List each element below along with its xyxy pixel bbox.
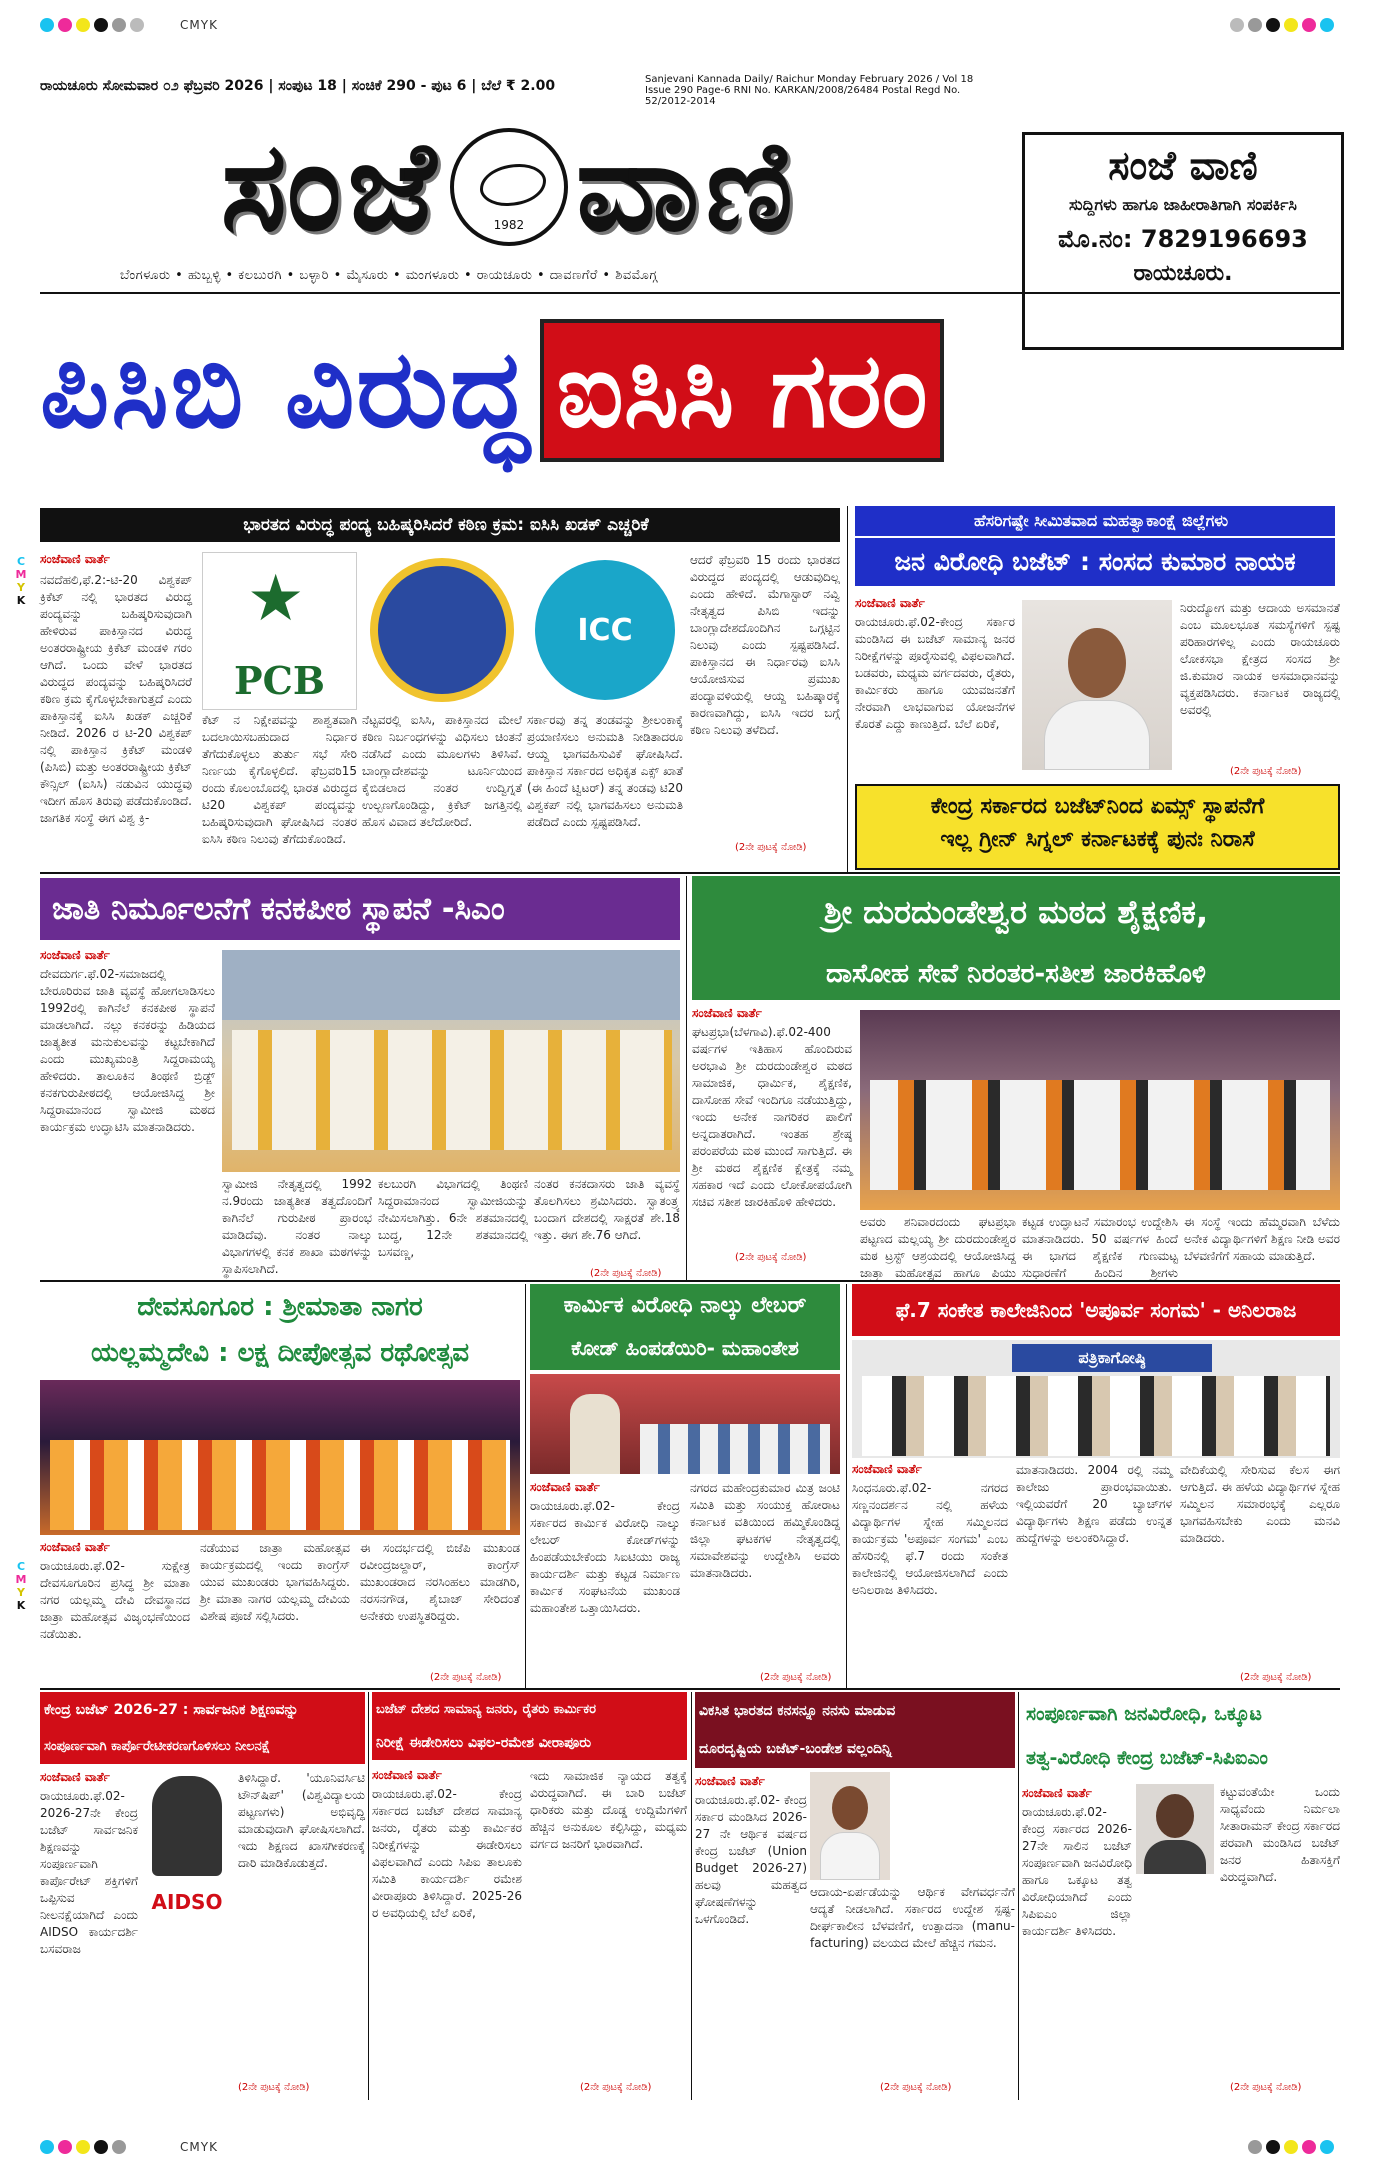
story10-title1: ವಿಕಸಿತ ಭಾರತದ ಕನಸನ್ನೂ ನನಸು ಮಾಡುವ <box>695 1692 1015 1730</box>
pcb-logo <box>202 552 357 710</box>
story1-col3: ನೆಟ್ಟವರಲ್ಲಿ ಐಸಿಸಿ, ಪಾಕಿಸ್ತಾನದ ಮೇಲೆ ಕಠಿಣ ನಿರ್ಬಂಧಗಳನ್ನು ವಿಧಿಸಲು ಚಿಂತನೆ ನಡೆಸಿದೆ ಎಂದು ಮೂಲಗಳು ತಿಳಿಸಿವೆ. ಬಾಂಗ್ಲಾದೇಶವನ್ನು ಟೂರ್ನಿಯಿಂದ ಕೈಬಿಡಲಾದ ನಂತರ ಉದ್ವಿಗ್ನತೆ ಉಲ್ಬಣಗೊಂಡಿದ್ದು, ಕ್ರಿಕೆಟ್ ಜಗತ್ತಿನಲ್ಲಿ ಹೊಸ ವಿವಾದ ತಲೆದೋರಿದೆ. <box>362 713 522 829</box>
side-m: M <box>15 568 27 581</box>
logo-year: 1982 <box>493 218 525 232</box>
star-icon: ★ <box>247 562 305 636</box>
story3-col4: ನಂತರ ಕನಕದಾಸರು ಜಾತಿ ವ್ಯವಸ್ಥೆ ತೊಲಗಿಸಲು ಶ್ರಮಿಸಿದರು. ಸ್ವಾತಂತ್ರ್ಯ ಬಂದಾಗ ದೇಶದಲ್ಲಿ ಸಾಕ್ಷರತೆ ಶೇ.18 ಇತ್ತು. ಈಗ ಶೇ.76 ಆಗಿದೆ. <box>534 1177 680 1242</box>
fist-icon <box>152 1776 222 1876</box>
press-people <box>862 1376 1330 1456</box>
registration-line: Sanjevani Kannada Daily/ Raichur Monday February 2026 / Vol 18 Issue 290 Page-6 RNI No. KARKAN/2008/26484 Postal Regd No. 52/2012-2014 <box>645 74 974 107</box>
speaker <box>570 1394 620 1474</box>
masthead-name-left: ಸಂಜೆ <box>220 114 442 259</box>
portrait-body <box>820 1832 880 1880</box>
reg-dot-gray <box>1248 2140 1262 2154</box>
story5-col2: ನಡೆಯುವ ಜಾತ್ರಾ ಮಹೋತ್ಸವ ಕಾರ್ಯಕ್ರಮದಲ್ಲಿ ಇಂದು ಕಾಂಗ್ರೆಸ್ ಯುವ ಮುಖಂಡರು ಭಾಗವಹಿಸಿದ್ದರು. ಶ್ರೀ ಮಾತಾ ನಾಗರ ಯಲ್ಲಮ್ಮ ದೇವಿಯ ವಿಶೇಷ ಪೂಜೆ ಸಲ್ಲಿಸಿದರು. <box>200 1541 350 1623</box>
reg-dot-magenta <box>1302 2140 1316 2154</box>
ad-phone: ಮೊ.ನಂ: 7829196693 <box>1058 225 1308 253</box>
story1-col2: ಕೆಟ್ ನ ನಿಕ್ಷೇಪವನ್ನು ಶಾಶ್ವತವಾಗಿ ಬದಲಾಯಿಸಬಹುದಾದ ನಿರ್ಧಾರ ತೆಗೆದುಕೊಳ್ಳಲು ತುರ್ತು ಸಭೆ ಸೇರಿ ನಿರ್ಣಯ ಕೈಗೊಳ್ಳಲಿದೆ. ಫೆಬ್ರವರಿ15 ರಂದು ಕೊಲಂಬೊದಲ್ಲಿ ಭಾರತ ವಿರುದ್ಧದ ಟಿ20 ವಿಶ್ವಕಪ್ ಪಂದ್ಯವನ್ನು ಬಹಿಷ್ಕರಿಸುವುದಾಗಿ ಘೋಷಿಸಿದ ನಂತರ ಐಸಿಸಿ ಕಠಿಣ ನಿಲುವು ತೆಗೆದುಕೊಂಡಿದೆ. <box>202 713 357 846</box>
story2-col2: ನಿರುದ್ಯೋಗ ಮತ್ತು ಆದಾಯ ಅಸಮಾನತೆ ಎಂಬ ಮೂಲಭೂತ ಸಮಸ್ಯೆಗಳಿಗೆ ಸ್ಪಷ್ಟ ಪರಿಹಾರಗಳಿಲ್ಲ ಎಂದು ರಾಯಚೂರು ಲೋಕಸಭಾ ಕ್ಷೇತ್ರದ ಸಂಸದ ಶ್ರೀ ಜಿ.ಕುಮಾರ ನಾಯಕ ಅಸಮಾಧಾನವನ್ನು ವ್ಯಕ್ತಪಡಿಸಿದರು. ಕರ್ನಾಟಕ ರಾಜ್ಯದಲ್ಲಿ ಅವರಲ್ಲಿ <box>1180 601 1340 717</box>
story11-title1: ಸಂಪೂರ್ಣವಾಗಿ ಜನವಿರೋಧಿ, ಒಕ್ಕೂಟ <box>1026 1703 1262 1725</box>
story2-col1: ರಾಯಚೂರು.ಫೆ.02-ಕೇಂದ್ರ ಸರ್ಕಾರ ಮಂಡಿಸಿದ ಈ ಬಜೆಟ್ ಸಾಮಾನ್ಯ ಜನರ ನಿರೀಕ್ಷೆಗಳನ್ನು ಪೂರೈಸುವಲ್ಲಿ ವಿಫಲವಾಗಿದೆ. ಬಡವರು, ಮಧ್ಯಮ ವರ್ಗದವರು, ರೈತರು, ಕಾರ್ಮಿಕರು ಹಾಗೂ ಯುವಜನತೆಗೆ ನೇರವಾಗಿ ಲಾಭವಾಗುವ ಯೋಜನೆಗಳ ಕೊರತೆ ಎದ್ದು ಕಾಣುತ್ತಿದೆ. ಬೆಲೆ ಏರಿಕೆ, <box>855 615 1015 731</box>
story4-col4: ಈ ಸಂಸ್ಥೆ ಇಂದು ಹೆಮ್ಮರವಾಗಿ ಬೆಳೆದು ಅನೇಕ ವಿದ್ಯಾರ್ಥಿಗಳಿಗೆ ಶಿಕ್ಷಣ ನೀಡಿ ಅವರ ಬೆಳವಣಿಗೆಗೆ ಸಹಾಯ ಮಾಡುತ್ತಿದೆ. <box>1184 1215 1340 1263</box>
story10-col1: ರಾಯಚೂರು.ಫೆ.02- ಕೇಂದ್ರ ಸರ್ಕಾರ ಮಂಡಿಸಿದ 2026-27 ನೇ ಆರ್ಥಿಕ ವರ್ಷದ ಕೇಂದ್ರ ಬಜೆಟ್ (Union Budget 2026-27) ಹಲವು ಮಹತ್ವದ ಘೋಷಣೆಗಳನ್ನು ಒಳಗೊಂಡಿದೆ. <box>695 1793 807 1926</box>
stage-crowd <box>50 1440 510 1530</box>
story9-byline: ಸಂಜೆವಾಣಿ ವಾರ್ತೆ <box>372 1768 442 1782</box>
story5-byline: ಸಂಜೆವಾಣಿ ವಾರ್ತೆ <box>40 1540 110 1554</box>
story3-col1: ದೇವದುರ್ಗ.ಫೆ.02-ಸಮಾಜದಲ್ಲಿ ಬೇರೂರಿರುವ ಜಾತಿ ವ್ಯವಸ್ಥೆ ಹೋಗಲಾಡಿಸಲು 1992ರಲ್ಲಿ ಕಾಗಿನೆಲೆ ಕನಕಪೀಠ ಸ್ಥಾಪನೆ ಮಾಡಲಾಗಿದೆ. ನಲ್ಲು ಕನಕರನ್ನು ಹಿಡಿಯದ ಜಾತ್ಯತೀತ ಮನುಕುಲವನ್ನು ಕಟ್ಟಬೇಕಾಗಿದೆ ಎಂದು ಮುಖ್ಯಮಂತ್ರಿ ಸಿದ್ದರಾಮಯ್ಯ ಹೇಳಿದರು. ತಾಲೂಕಿನ ತಿಂಥಣಿ ಬ್ರಿಡ್ಜ್ ಕನಕಗುರುಪೀಠದಲ್ಲಿ ಆಯೋಜಿಸಿದ್ದ ಶ್ರೀ ಸಿದ್ದರಾಮಾನಂದ ಸ್ವಾಮೀಜಿ ಮಠದ ಕಾರ್ಯಕ್ರಮ ಉದ್ಘಾಟಿಸಿ ಮಾತನಾಡಿದರು. <box>40 967 215 1134</box>
reg-dot-cyan <box>1320 2140 1334 2154</box>
divider <box>40 1280 1340 1282</box>
portrait-head <box>1156 1794 1194 1838</box>
reg-dot-black <box>1266 2140 1280 2154</box>
story5-title2: ಯಲ್ಲಮ್ಮದೇವಿ : ಲಕ್ಷ ದೀಪೋತ್ಸವ ರಥೋತ್ಸವ <box>90 1337 470 1368</box>
story2-portrait-photo <box>1022 600 1172 770</box>
pcb-logo-text: PCB <box>234 658 325 703</box>
icc-emblem-icon <box>535 560 675 700</box>
masthead-name-right: ವಾಣಿ <box>575 114 800 259</box>
registration-bar-top <box>0 8 1378 32</box>
reg-dot-cyan <box>1320 18 1334 32</box>
reg-dot-gray <box>130 18 144 32</box>
newspaper-masthead <box>70 112 950 262</box>
story2-kicker-bar <box>855 506 1335 536</box>
reg-dot-yellow <box>76 18 90 32</box>
reg-dot-cyan <box>40 2140 54 2154</box>
reg-dot-black <box>1266 18 1280 32</box>
reg-dot-magenta <box>1302 18 1316 32</box>
story11-continued: (2ನೇ ಪುಟಕ್ಕೆ ನೋಡಿ) <box>1230 2082 1302 2093</box>
divider <box>40 872 1340 874</box>
story7-byline: ಸಂಜೆವಾಣಿ ವಾರ್ತೆ <box>852 1462 922 1476</box>
story2-continued: (2ನೇ ಪುಟಕ್ಕೆ ನೋಡಿ) <box>1230 766 1302 777</box>
story6-col2: ನಗರದ ಮಹೇಂದ್ರಕುಮಾರ ಮಿತ್ರ ಜಂಟಿ ಸಮಿತಿ ಮತ್ತು ಸಂಯುಕ್ತ ಹೋರಾಟ ಕರ್ನಾಟಕ ವತಿಯಿಂದ ಹಮ್ಮಿಕೊಂಡಿದ್ದ ಜಿಲ್ಲಾ ಘಟಕಗಳ ನೇತೃತ್ವದಲ್ಲಿ ಸಮಾವೇಶವನ್ನು ಉದ್ದೇಶಿಸಿ ಅವರು ಮಾತನಾಡಿದರು. <box>690 1481 840 1580</box>
cmyk-label: CMYK <box>180 2140 218 2154</box>
column-rule <box>686 876 687 1280</box>
headline-part2: ಐಸಿಸಿ ಗರಂ <box>540 319 943 462</box>
story7-press-photo <box>852 1340 1340 1458</box>
story6-meeting-photo <box>530 1374 840 1474</box>
story7-col3: ವೇದಿಕೆಯಲ್ಲಿ ಸೇರಿಸುವ ಕೆಲಸ ಈಗ ಆಗುತ್ತಿದೆ. ಈ ಹಳೆಯ ವಿದ್ಯಾರ್ಥಿಗಳ ಸ್ನೇಹ ಸಮ್ಮಿಲನ ಸಮಾರಂಭಕ್ಕೆ ಎಲ್ಲರೂ ಭಾಗವಹಿಸಬೇಕು ಎಂದು ಮನವಿ ಮಾಡಿದರು. <box>1180 1463 1340 1545</box>
story3-col2: ಸ್ವಾಮೀಜಿ ನೇತೃತ್ವದಲ್ಲಿ 1992 ನ.9ರಂದು ಜಾತ್ಯತೀತ ತತ್ವದೊಂದಿಗೆ ಕಾಗಿನೆಲೆ ಗುರುಪೀಠ ಪ್ರಾರಂಭ ಮಾಡಿದೆವು. ನಂತರ ನಾಲ್ಕು ವಿಭಾಗಗಳಲ್ಲಿ ಕನಕ ಶಾಖಾ ಮಠಗಳನ್ನು ಸ್ಥಾಪಿಸಲಾಗಿದೆ. <box>222 1177 372 1276</box>
story7-continued: (2ನೇ ಪುಟಕ್ಕೆ ನೋಡಿ) <box>1240 1672 1312 1683</box>
story8-col1: ರಾಯಚೂರು.ಫೆ.02- 2026-27ನೇ ಕೇಂದ್ರ ಬಜೆಟ್ ಸಾರ್ವಜನಿಕ ಶಿಕ್ಷಣವನ್ನು ಸಂಪೂರ್ಣವಾಗಿ ಕಾರ್ಪೊರೇಟ್ ಶಕ್ತಿಗಳಿಗೆ ಒಪ್ಪಿಸುವ ನೀಲನಕ್ಷೆಯಾಗಿದೆ ಎಂದು AIDSO ಕಾರ್ಯದರ್ಶಿ ಬಸವರಾಜ <box>40 1789 138 1956</box>
side-c: C <box>16 1560 26 1573</box>
column-rule <box>846 1284 847 1688</box>
story1-col5: ಆದರೆ ಫೆಬ್ರವರಿ 15 ರಂದು ಭಾರತದ ವಿರುದ್ಧದ ಪಂದ್ಯದಲ್ಲಿ ಆಡುವುದಿಲ್ಲ ಎಂದು ಹೇಳಿದೆ. ಮೆಗಾಸ್ಟಾರ್ ನವ್ವಿ ನೇತೃತ್ವದ ಪಿಸಿಬಿ ಇದನ್ನು ಬಾಂಗ್ಲಾದೇಶದೊಂದಿಗಿನ ಒಗ್ಗಟ್ಟಿನ ನಿಲುವು ಎಂದು ಸ್ಪಷ್ಟಪಡಿಸಿದೆ. ಪಾಕಿಸ್ತಾನದ ಈ ನಿರ್ಧಾರವು ಐಸಿಸಿ ಆಯೋಜಿಸುವ ಪ್ರಮುಖ ಪಂದ್ಯಾವಳಿಯಲ್ಲಿ ಆಯ್ದ ಬಹಿಷ್ಕಾರಕ್ಕೆ ಕಾರಣವಾಗಿದ್ದು, ಐಸಿಸಿ ಇದರ ಬಗ್ಗೆ ಕಠಿಣ ನಿಲುವು ತಳೆದಿದೆ. <box>690 553 840 737</box>
registration-bar-bottom <box>0 2130 1378 2154</box>
story7-title: ಫೆ.7 ಸಂಕೇತ ಕಾಲೇಜಿನಿಂದ 'ಅಪೂರ್ವ ಸಂಗಮ' - ಅನಿಲರಾಜ <box>852 1284 1340 1336</box>
story5-col1: ರಾಯಚೂರು.ಫೆ.02- ಸುಕ್ಷೇತ್ರ ದೇವಸೂಗೂರಿನ ಪ್ರಸಿದ್ಧ ಶ್ರೀ ಮಾತಾ ನಗರ ಯಲ್ಲಮ್ಮ ದೇವಿ ದೇವಸ್ಥಾನದ ಜಾತ್ರಾ ಮಹೋತ್ಸವ ವಿಜೃಂಭಣೆಯಿಂದ ನಡೆಯಿತು. <box>40 1559 190 1641</box>
story3-col3: ಕಲಬುರಗಿ ವಿಭಾಗದಲ್ಲಿ ತಿಂಥಣಿ ಸಿದ್ದರಾಮಾನಂದ ಸ್ವಾಮೀಜಿಯನ್ನು ನೇಮಿಸಲಾಗಿತ್ತು. 6ನೇ ಶತಮಾನದಲ್ಲಿ ಬುದ್ಧ, 12ನೇ ಶತಮಾನದಲ್ಲಿ ಬಸವಣ್ಣ, <box>378 1177 528 1259</box>
audience <box>640 1424 830 1474</box>
side-c: C <box>16 555 26 568</box>
story3-event-photo <box>222 950 680 1172</box>
ad-title: ಸಂಜೆ ವಾಣಿ <box>1108 143 1258 189</box>
portrait-head <box>832 1786 868 1830</box>
reg-dot-black <box>94 2140 108 2154</box>
aidso-logo <box>142 1770 232 1920</box>
story7-col1: ಸಿಂಧನೂರು.ಫೆ.02- ನಗರದ ಸಣ್ಣನಂದರ್ಶನ ನಲ್ಲಿ ಹಳೆಯ ವಿದ್ಯಾರ್ಥಿಗಳ ಸ್ನೇಹ ಸಮ್ಮಿಲನದ ಕಾರ್ಯಕ್ರಮ 'ಅಪೂರ್ವ ಸಂಗಮ' ಎಂಬ ಹೆಸರಿನಲ್ಲಿ ಫೆ.7 ರಂದು ಸಂಕೇತ ಕಾಲೇಜಿನಲ್ಲಿ ಆಯೋಜಿಸಲಾಗಿದೆ ಎಂದು ಅನಿಲರಾಜ ತಿಳಿಸಿದರು. <box>852 1481 1008 1597</box>
story10-col2: ಆದಾಯ-ಏರ್ಪಡೆಯನ್ನು ಆರ್ಥಿಕ ವೇಗವರ್ಧನೆಗೆ ಆದ್ಯತೆ ನೀಡಲಾಗಿದೆ. ಸರ್ಕಾರದ ಉದ್ದೇಶ ಸ್ಪಷ್ಟ-ದೀರ್ಘಕಾಲೀನ ಬೆಳವಣಿಗೆ, ಉತ್ಪಾದನಾ (manu-facturing) ವಲಯದ ಮೇಲೆ ಹೆಚ್ಚಿನ ಗಮನ. <box>810 1885 1015 1950</box>
story5-event-photo <box>40 1380 520 1535</box>
story8-title2: ಸಂಪೂರ್ಣವಾಗಿ ಕಾರ್ಪೊರೇಟೀಕರಣಗೊಳಿಸಲು ನೀಲನಕ್ಷೆ <box>40 1728 365 1764</box>
reg-dot-gray <box>1248 18 1262 32</box>
portrait-body <box>1044 700 1150 770</box>
story11-portrait-photo <box>1136 1784 1214 1874</box>
story8-title1: ಕೇಂದ್ರ ಬಜೆಟ್ 2026-27 : ಸಾರ್ವಜನಿಕ ಶಿಕ್ಷಣವನ್ನು <box>40 1692 365 1728</box>
story1-kicker: ಭಾರತದ ವಿರುದ್ಧ ಪಂದ್ಯ ಬಹಿಷ್ಕರಿಸಿದರೆ ಕಠಿಣ ಕ್ರಮ: ಐಸಿಸಿ ಖಡಕ್ ಎಚ್ಚರಿಕೆ <box>243 515 649 535</box>
side-k: K <box>16 1599 26 1612</box>
story4-col1: ಘಟಪ್ರಭಾ(ಬೆಳಗಾವಿ).ಫೆ.02-400 ವರ್ಷಗಳ ಇತಿಹಾಸ ಹೊಂದಿರುವ ಅರಭಾವಿ ಶ್ರೀ ದುರದುಂಡೇಶ್ವರ ಮಠದ ಸಾಮಾಜಿಕ, ಧಾರ್ಮಿಕ, ಶೈಕ್ಷಣಿಕ, ದಾಸೋಹ ಸೇವೆ ಇಂದಿಗೂ ನಡೆಯುತ್ತಿದ್ದು, ಇಂದು ಅನೇಕ ನಾಗರಿಕರ ಪಾಲಿಗೆ ಅನ್ನದಾತರಾಗಿದೆ. ಇಂತಹ ಶ್ರೇಷ್ಠ ಪರಂಪರೆಯ ಮಠ ಮುಂದೆ ಸಾಗುತ್ತಿದೆ. ಈ ಶ್ರೀ ಮಠದ ಶೈಕ್ಷಣಿಕ ಕ್ಷೇತ್ರಕ್ಕೆ ನಮ್ಮ ಸಹಕಾರ ಇದೆ ಎಂದು ಲೋಕೋಪಯೋಗಿ ಸಚಿವ ಸತೀಶ ಜಾರಕಿಹೊಳಿ ಹೇಳಿದರು. <box>692 1025 852 1209</box>
story1-byline: ಸಂಜೆವಾಣಿ ವಾರ್ತೆ <box>40 552 110 566</box>
story11-col1: ರಾಯಚೂರು.ಫೆ.02- ಕೇಂದ್ರ ಸರ್ಕಾರದ 2026-27ನೇ ಸಾಲಿನ ಬಜೆಟ್ ಸಂಪೂರ್ಣವಾಗಿ ಜನವಿರೋಧಿ ಹಾಗೂ ಒಕ್ಕೂಟ ತತ್ವ ವಿರೋಧಿಯಾಗಿದೆ ಎಂದು ಸಿಪಿಐಎಂ ಜಿಲ್ಲಾ ಕಾರ್ಯದರ್ಶಿ ತಿಳಿಸಿದರು. <box>1022 1805 1132 1938</box>
story2-kicker: ಹೆಸರಿಗಷ್ಟೇ ಸೀಮಿತವಾದ ಮಹತ್ವಾಕಾಂಕ್ಷೆ ಜಿಲ್ಲೆಗಳು <box>973 511 1229 530</box>
ad-line: ಸುದ್ದಿಗಳು ಹಾಗೂ ಜಾಹೀರಾತಿಗಾಗಿ ಸಂಪರ್ಕಿಸಿ <box>1069 195 1297 214</box>
column-rule <box>691 1692 692 2100</box>
story2-banner-line1: ಕೇಂದ್ರ ಸರ್ಕಾರದ ಬಜೆಟ್‌ನಿಂದ ಏಮ್ಸ್ ಸ್ಥಾಪನೆಗೆ <box>930 794 1265 819</box>
story4-title1: ಶ್ರೀ ದುರದುಂಡೇಶ್ವರ ಮಠದ ಶೈಕ್ಷಣಿಕ, <box>692 876 1340 948</box>
divider <box>40 1688 1340 1690</box>
story4-col2: ಅವರು ಶನಿವಾರದಂದು ಘಟಪ್ರಭಾ ಪಟ್ಟಣದ ಮಲ್ಲಯ್ಯ ಶ್ರೀ ದುರದುಂಡೇಶ್ವರ ಮಠ ಟ್ರಸ್ಟ್ ಆಶ್ರಯದಲ್ಲಿ ಆಯೋಜಿಸಿದ್ದ ಜಾತ್ರಾ ಮಹೋತ್ಸವ ಹಾಗೂ ಪಿಯು <box>860 1215 1016 1280</box>
reg-dot-gray <box>112 18 126 32</box>
story5-col3: ಈ ಸಂದರ್ಭದಲ್ಲಿ ಬಿಜೆಪಿ ಮುಖಂಡ ರವೀಂದ್ರಜಲ್ದಾರ್, ಕಾಂಗ್ರೆಸ್ ಮುಖಂಡರಾದ ನರಸಿಂಹಲು ಮಾಡಗಿರಿ, ನರಸನಗೌಡ, ಶೈಬಾಜ್ ಸೇರಿದಂತೆ ಅನೇಕರು ಉಪಸ್ಥಿತರಿದ್ದರು. <box>360 1541 520 1623</box>
icc-logo-text: ICC <box>577 612 633 648</box>
edition-cities: ಬೆಂಗಳೂರು • ಹುಬ್ಬಳ್ಳಿ • ಕಲಬುರಗಿ • ಬಳ್ಳಾರಿ • ಮೈಸೂರು • ಮಂಗಳೂರು • ರಾಯಚೂರು • ದಾವಣಗೆರೆ • ಶಿವಮೊಗ್ಗ <box>120 268 658 283</box>
story5-continued: (2ನೇ ಪುಟಕ್ಕೆ ನೋಡಿ) <box>430 1672 502 1683</box>
people-row <box>870 1080 1330 1190</box>
main-headline <box>40 300 1340 480</box>
reg-dot-yellow <box>1284 18 1298 32</box>
story4-col3: ಕಟ್ಟಡ ಉದ್ಘಾಟನೆ ಸಮಾರಂಭ ಉದ್ದೇಶಿಸಿ ಮಾತನಾಡಿದರು. 50 ವರ್ಷಗಳ ಹಿಂದೆ ಈ ಭಾಗದ ಶೈಕ್ಷಣಿಕ ಗುಣಮಟ್ಟ ಸುಧಾರಣೆಗೆ ಹಿಂದಿನ ಶ್ರೀಗಳು <box>1022 1215 1178 1280</box>
story6-title2: ಕೋಡ್ ಹಿಂಪಡೆಯಿರಿ- ಮಹಾಂತೇಶ <box>530 1326 840 1370</box>
story3-continued: (2ನೇ ಪುಟಕ್ಕೆ ನೋಡಿ) <box>590 1268 662 1279</box>
story9-continued: (2ನೇ ಪುಟಕ್ಕೆ ನೋಡಿ) <box>580 2082 652 2093</box>
story7-col2: ಮಾತನಾಡಿದರು. 2004 ರಲ್ಲಿ ನಮ್ಮ ಕಾಲೇಜು ಪ್ರಾರಂಭವಾಯಿತು. ಇಲ್ಲಿಯವರೆಗೆ 20 ಬ್ಯಾಚ್‌ಗಳ ವಿದ್ಯಾರ್ಥಿಗಳು ಶಿಕ್ಷಣ ಪಡೆದು ಉನ್ನತ ಹುದ್ದೆಗಳನ್ನು ಅಲಂಕರಿಸಿದ್ದಾರೆ. <box>1016 1463 1172 1545</box>
side-cmyk-mark <box>14 1560 28 1612</box>
story2-byline: ಸಂಜೆವಾಣಿ ವಾರ್ತೆ <box>855 596 925 610</box>
portrait-body <box>1144 1840 1206 1874</box>
column-rule <box>368 1692 369 2100</box>
story6-byline: ಸಂಜೆವಾಣಿ ವಾರ್ತೆ <box>530 1480 600 1494</box>
side-m: M <box>15 1573 27 1586</box>
story8-col2: ತಿಳಿಸಿದ್ದಾರೆ. 'ಯೂನಿವರ್ಸಿಟಿ ಟೌನ್‌ಷಿಪ್' (ವಿಶ್ವವಿದ್ಯಾಲಯ ಪಟ್ಟಣಗಳು) ಅಭಿವೃದ್ಧಿ ಮಾಡುವುದಾಗಿ ಘೋಷಿಸಲಾಗಿದೆ. ಇದು ಶಿಕ್ಷಣದ ಖಾಸಗೀಕರಣಕ್ಕೆ ದಾರಿ ಮಾಡಿಕೊಡುತ್ತದೆ. <box>238 1771 365 1870</box>
side-y: Y <box>17 581 25 594</box>
bcci-logo <box>362 552 522 710</box>
side-y: Y <box>17 1586 25 1599</box>
dateline: ರಾಯಚೂರು ಸೋಮವಾರ ೦೨ ಫೆಬ್ರವರಿ 2026 | ಸಂಪುಟ 18 | ಸಂಚಿಕೆ 290 - ಪುಟ 6 | ಬೆಲೆ ₹ 2.00 <box>40 78 556 94</box>
story5-title1: ದೇವಸೂಗೂರ : ಶ್ರೀಮಾತಾ ನಾಗರ <box>137 1291 423 1322</box>
story6-title1: ಕಾರ್ಮಿಕ ವಿರೋಧಿ ನಾಲ್ಕು ಲೇಬರ್ <box>530 1284 840 1326</box>
story10-byline: ಸಂಜೆವಾಣಿ ವಾರ್ತೆ <box>695 1774 765 1788</box>
story9-col1: ರಾಯಚೂರು.ಫೆ.02- ಕೇಂದ್ರ ಸರ್ಕಾರದ ಬಜೆಟ್ ದೇಶದ ಸಾಮಾನ್ಯ ಜನರು, ರೈತರು ಮತ್ತು ಕಾರ್ಮಿಕರ ನಿರೀಕ್ಷೆಗಳನ್ನು ಈಡೇರಿಸಲು ವಿಫಲವಾಗಿದೆ ಎಂದು ಸಿಪಿಐ ತಾಲೂಕು ಸಮಿತಿ ಕಾರ್ಯದರ್ಶಿ ರಮೇಶ ವೀರಾಪೂರು ತಿಳಿಸಿದ್ದಾರೆ. 2025-26 ರ ಅವಧಿಯಲ್ಲಿ ಬೆಲೆ ಏರಿಕೆ, <box>372 1787 522 1920</box>
story10-portrait-photo <box>810 1772 890 1880</box>
reg-dot-gray <box>112 2140 126 2154</box>
side-k: K <box>16 594 26 607</box>
story4-event-photo <box>860 1010 1340 1210</box>
story8-byline: ಸಂಜೆವಾಣಿ ವಾರ್ತೆ <box>40 1770 110 1784</box>
story1-col1: ನವದೆಹಲಿ,ಫೆ.2:-ಟಿ-20 ವಿಶ್ವಕಪ್ ಕ್ರಿಕೆಟ್ ನಲ್ಲಿ ಭಾರತದ ವಿರುದ್ಧ ಪಂದ್ಯವನ್ನು ಬಹಿಷ್ಕರಿಸುವುದಾಗಿ ಹೇಳಿರುವ ಪಾಕಿಸ್ತಾನದ ವಿರುದ್ಧ ಅಂತರರಾಷ್ಟ್ರೀಯ ಕ್ರಿಕೆಟ್ ಮಂಡಳಿ ಗರಂ ಆಗಿದೆ. ಒಂದು ವೇಳೆ ಭಾರತದ ವಿರುದ್ಧದ ಪಂದ್ಯವನ್ನು ಬಹಿಷ್ಕರಿಸಿದರೆ ಕಠಿಣ ಕ್ರಮ ಕೈಗೊಳ್ಳಬೇಕಾಗುತ್ತದೆ ಎಂದು ಪಾಕಿಸ್ತಾನಕ್ಕೆ ಐಸಿಸಿ ಖಡಕ್ ಎಚ್ಚರಿಕೆ ನೀಡಿದೆ. 2026 ರ ಟಿ-20 ವಿಶ್ವಕಪ್ ನಲ್ಲಿ ಪಾಕಿಸ್ತಾನ ಕ್ರಿಕೆಟ್ ಮಂಡಳಿ (ಪಿಸಿಬಿ) ಮತ್ತು ಅಂತರರಾಷ್ಟ್ರೀಯ ಕ್ರಿಕೆಟ್ ಕೌನ್ಸಿಲ್ (ಐಸಿಸಿ) ನಡುವಿನ ಯುದ್ಧವು ಇದೀಗ ಹೊಸ ತಿರುವು ಪಡೆದುಕೊಂಡಿದೆ. ಜಾಗತಿಕ ಸಂಸ್ಥೆ ಈಗ ವಿಶ್ವ ಕ್ರಿ- <box>40 573 192 825</box>
reg-dot-yellow <box>1284 2140 1298 2154</box>
headline-part1: ಪಿಸಿಬಿ ವಿರುದ್ಧ <box>40 326 531 452</box>
story6-continued: (2ನೇ ಪುಟಕ್ಕೆ ನೋಡಿ) <box>760 1672 832 1683</box>
reg-dot-yellow <box>76 2140 90 2154</box>
divider <box>40 292 1340 294</box>
story2-banner <box>855 784 1340 870</box>
story1-kicker-bar <box>40 508 840 542</box>
story2-title: ಜನ ವಿರೋಧಿ ಬಜೆಟ್ : ಸಂಸದ ಕುಮಾರ ನಾಯಕ <box>855 538 1335 586</box>
story3-byline: ಸಂಜೆವಾಣಿ ವಾರ್ತೆ <box>40 948 110 962</box>
column-rule <box>525 1284 526 1688</box>
bcci-emblem-icon <box>370 558 514 702</box>
story6-col1: ರಾಯಚೂರು.ಫೆ.02- ಕೇಂದ್ರ ಸರ್ಕಾರದ ಕಾರ್ಮಿಕ ವಿರೋಧಿ ನಾಲ್ಕು ಲೇಬರ್ ಕೋಡ್‌ಗಳನ್ನು ಹಿಂಪಡೆಯಬೇಕೆಂದು ಸಿಐಟಿಯು ರಾಜ್ಯ ಕಾರ್ಯದರ್ಶಿ ಮತ್ತು ಕಟ್ಟಡ ನಿರ್ಮಾಣ ಕಾರ್ಮಿಕ ಸಂಘಟನೆಯ ಮುಖಂಡ ಮಹಾಂತೇಶ ಒತ್ತಾಯಿಸಿದರು. <box>530 1499 680 1615</box>
story11-byline: ಸಂಜೆವಾಣಿ ವಾರ್ತೆ <box>1022 1786 1092 1800</box>
story9-col2: ಇದು ಸಾಮಾಜಿಕ ನ್ಯಾಯದ ತತ್ವಕ್ಕೆ ವಿರುದ್ಧವಾಗಿದೆ. ಈ ಬಾರಿ ಬಜೆಟ್ ಧಾರಿಕರು ಮತ್ತು ದೊಡ್ಡ ಉದ್ದಿಮೆಗಳಿಗೆ ಹೆಚ್ಚಿನ ಅನುಕೂಲ ಕಲ್ಪಿಸಿದ್ದು, ಮಧ್ಯಮ ವರ್ಗದ ಜನರಿಗೆ ಭಾರವಾಗಿದೆ. <box>530 1769 687 1851</box>
press-banner: ಪತ್ರಿಕಾಗೋಷ್ಠಿ <box>1012 1344 1212 1372</box>
reg-dot-gray <box>1230 18 1244 32</box>
icc-logo <box>527 552 683 710</box>
story9-title1: ಬಜೆಟ್ ದೇಶದ ಸಾಮಾನ್ಯ ಜನರು, ರೈತರು ಕಾರ್ಮಿಕರ <box>372 1692 687 1726</box>
portrait-head <box>1068 628 1126 698</box>
ad-city: ರಾಯಚೂರು. <box>1133 261 1233 286</box>
story4-continued: (2ನೇ ಪುಟಕ್ಕೆ ನೋಡಿ) <box>735 1252 807 1263</box>
story4-title2: ದಾಸೋಹ ಸೇವೆ ನಿರಂತರ-ಸತೀಶ ಜಾರಕಿಹೊಳಿ <box>692 948 1340 1000</box>
story1-continued: (2ನೇ ಪುಟಕ್ಕೆ ನೋಡಿ) <box>735 842 807 853</box>
dove-logo-icon <box>450 128 568 246</box>
reg-dot-cyan <box>40 18 54 32</box>
story10-title2: ದೂರದೃಷ್ಟಿಯ ಬಜೆಟ್-ಬಂಡೇಶ ವಲ್ಲಂದಿನ್ನಿ <box>695 1730 1015 1768</box>
story11-title2: ತತ್ವ-ವಿರೋಧಿ ಕೇಂದ್ರ ಬಜೆಟ್-ಸಿಪಿಐಎಂ <box>1026 1747 1268 1769</box>
story10-continued: (2ನೇ ಪುಟಕ್ಕೆ ನೋಡಿ) <box>880 2082 952 2093</box>
story9-title2: ನಿರೀಕ್ಷೆ ಈಡೇರಿಸಲು ವಿಫಲ-ರಮೇಶ ವೀರಾಪೂರು <box>372 1726 687 1760</box>
reg-dot-black <box>94 18 108 32</box>
story11-col2: ಕಟ್ಟುವಂತೆಯೇ ಒಂದು ಸಾಧ್ಯವೆಂದು ನಿರ್ಮಲಾ ಸೀತಾರಾಮನ್ ಕೇಂದ್ರ ಸರ್ಕಾರದ ಪರವಾಗಿ ಮಂಡಿಸಿದ ಬಜೆಟ್ ಜನರ ಹಿತಾಸಕ್ತಿಗೆ ವಿರುದ್ಧವಾಗಿದೆ. <box>1220 1785 1340 1884</box>
column-rule <box>847 506 848 872</box>
side-cmyk-mark <box>14 555 28 607</box>
column-rule <box>1018 1692 1019 2100</box>
story8-continued: (2ನೇ ಪುಟಕ್ಕೆ ನೋಡಿ) <box>238 2082 310 2093</box>
reg-dot-magenta <box>58 18 72 32</box>
reg-dot-magenta <box>58 2140 72 2154</box>
story2-banner-line2: ಇಲ್ಲ ಗ್ರೀನ್ ಸಿಗ್ನಲ್ ಕರ್ನಾಟಕಕ್ಕೆ ಪುನಃ ನಿರಾಸೆ <box>940 827 1255 852</box>
cmyk-label: CMYK <box>180 18 218 32</box>
aidso-logo-text: AIDSO <box>151 1890 223 1914</box>
crowd <box>232 1030 672 1150</box>
story1-col4: ಸರ್ಕಾರವು ತನ್ನ ತಂಡವನ್ನು ಶ್ರೀಲಂಕಾಕ್ಕೆ ಪ್ರಯಾಣಿಸಲು ಅನುಮತಿ ನೀಡಿತಾದರೂ ಆಯ್ದ ಭಾಗವಹಿಸುವಿಕೆ ಘೋಷಿಸಿದೆ. ಪಾಕಿಸ್ತಾನ ಸರ್ಕಾರದ ಅಧಿಕೃತ ಎಕ್ಸ್ ಖಾತೆ (ಈ ಹಿಂದೆ ಟ್ವಿಟರ್) ತನ್ನ ತಂಡವು ಟಿ20 ವಿಶ್ವಕಪ್ ನಲ್ಲಿ ಭಾಗವಹಿಸಲು ಅನುಮತಿ ಪಡೆದಿದೆ ಎಂದು ಸ್ಪಷ್ಟಪಡಿಸಿದೆ. <box>527 713 683 829</box>
story4-byline: ಸಂಜೆವಾಣಿ ವಾರ್ತೆ <box>692 1006 762 1020</box>
story3-title: ಜಾತಿ ನಿರ್ಮೂಲನೆಗೆ ಕನಕಪೀಠ ಸ್ಥಾಪನೆ -ಸಿಎಂ <box>40 878 680 940</box>
stage-backdrop <box>222 950 680 1020</box>
